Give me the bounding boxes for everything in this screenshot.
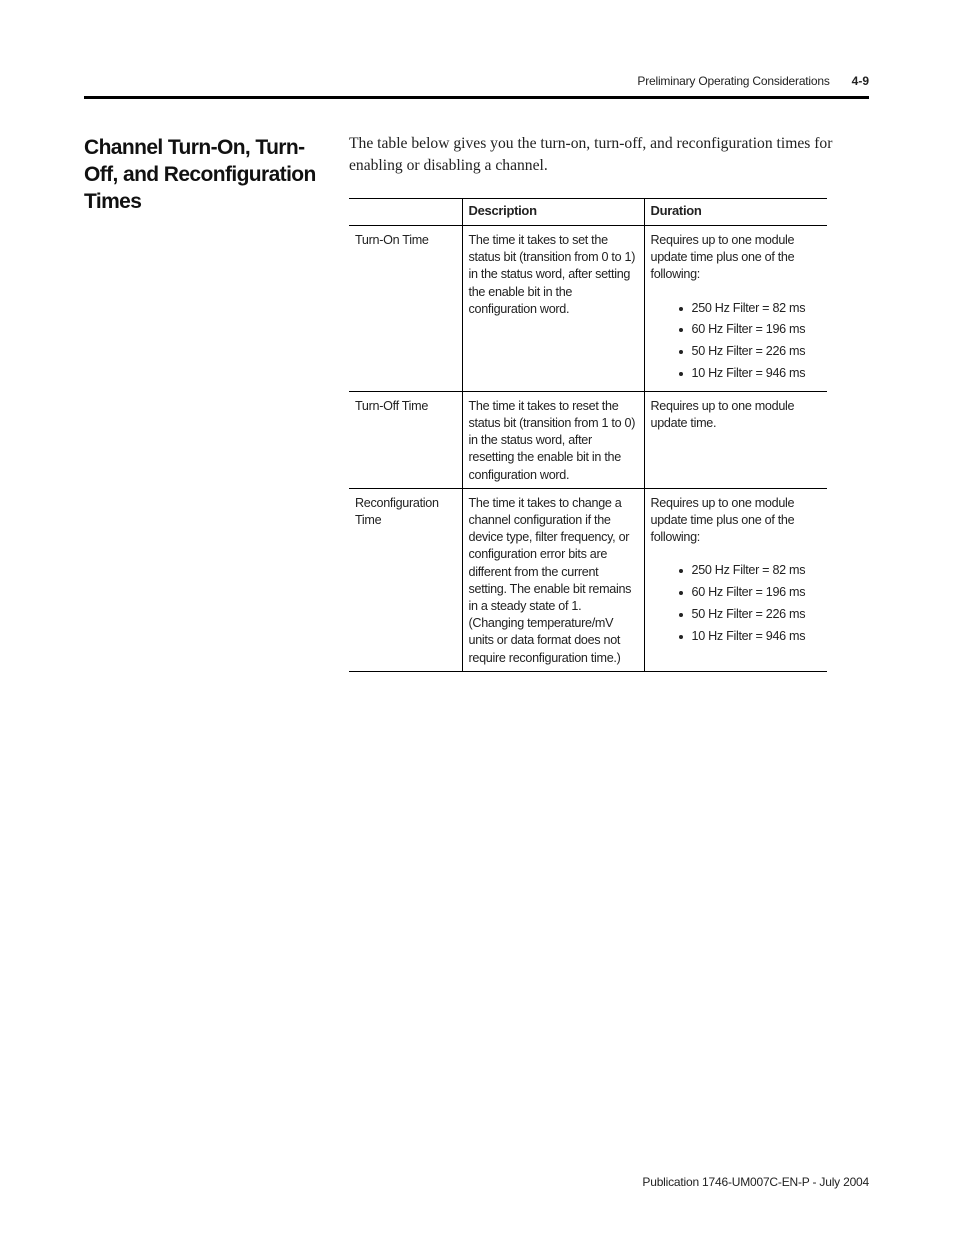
row-duration: [644, 226, 827, 392]
duration-text: Requires up to one module update time plus one of the following:: [650, 495, 795, 545]
table-row: [349, 488, 827, 671]
row-duration: [644, 391, 827, 488]
list-item: [679, 300, 822, 317]
filter-item-text: 250 Hz Filter = 82 ms: [691, 300, 806, 315]
table-row: [349, 391, 827, 488]
row-name: Turn-Off Time: [349, 391, 462, 488]
bullet-icon: [679, 591, 683, 595]
bullet-icon: [679, 635, 683, 639]
bullet-icon: [679, 613, 683, 617]
row-name: Reconfiguration Time: [349, 488, 462, 671]
filter-item-text: 60 Hz Filter = 196 ms: [691, 322, 806, 337]
bullet-icon: [679, 569, 683, 573]
list-item: [679, 321, 822, 338]
list-item: [679, 628, 822, 645]
list-item: [679, 584, 822, 601]
turn-on-off-times-table: [349, 198, 827, 672]
bullet-icon: [679, 307, 683, 311]
filter-list: [651, 300, 822, 383]
filter-item-text: 10 Hz Filter = 946 ms: [691, 366, 806, 380]
list-item: [679, 606, 822, 623]
publication-footer: Publication 1746-UM007C-EN-P - July 2004: [642, 1175, 869, 1189]
header-section-title: Preliminary Operating Considerations: [637, 74, 830, 88]
filter-item-text: 50 Hz Filter = 226 ms: [691, 607, 806, 622]
column-header-name: [349, 199, 462, 226]
filter-item-text: 60 Hz Filter = 196 ms: [691, 585, 806, 600]
bullet-icon: [679, 350, 683, 354]
list-item: [679, 343, 822, 360]
row-name: Turn-On Time: [349, 226, 462, 392]
row-description: The time it takes to reset the status bit (transition from 1 to 0) in the status word, after resetting the enable bit in the configuration word.: [462, 391, 644, 488]
column-header-description: Description: [462, 199, 644, 226]
row-duration: [644, 488, 827, 671]
running-header: [0, 74, 869, 88]
intro-paragraph: The table below gives you the turn-on, turn-off, and reconfiguration times for enabling or disabling a channel.: [349, 135, 833, 174]
duration-text: Requires up to one module update time.: [650, 398, 795, 430]
filter-item-text: 50 Hz Filter = 226 ms: [691, 344, 806, 359]
table-header-row: [349, 199, 827, 226]
header-rule: [84, 96, 869, 99]
filter-item-text: 10 Hz Filter = 946 ms: [691, 628, 806, 643]
bullet-icon: [679, 372, 683, 376]
filter-list: [651, 562, 822, 645]
column-header-duration: Duration: [644, 199, 827, 226]
list-item: [679, 365, 822, 382]
row-description: The time it takes to change a channel configuration if the device type, filter frequency, or configuration error bits are different from the current setting. The enable bit remains in a steady state of 1. (Changing temperature/mV units or data format does not require reconfiguration time.): [462, 488, 644, 671]
filter-item-text: 250 Hz Filter = 82 ms: [691, 563, 806, 578]
duration-text: Requires up to one module update time plus one of the following:: [650, 233, 795, 282]
section-heading: Channel Turn-On, Turn-Off, and Reconfiguration Times: [84, 136, 316, 213]
row-description: The time it takes to set the status bit (transition from 0 to 1) in the status word, after setting the enable bit in the configuration word.: [462, 226, 644, 392]
list-item: [679, 562, 822, 579]
page-number: 4-9: [851, 74, 869, 88]
bullet-icon: [679, 328, 683, 332]
table-row: [349, 226, 827, 392]
